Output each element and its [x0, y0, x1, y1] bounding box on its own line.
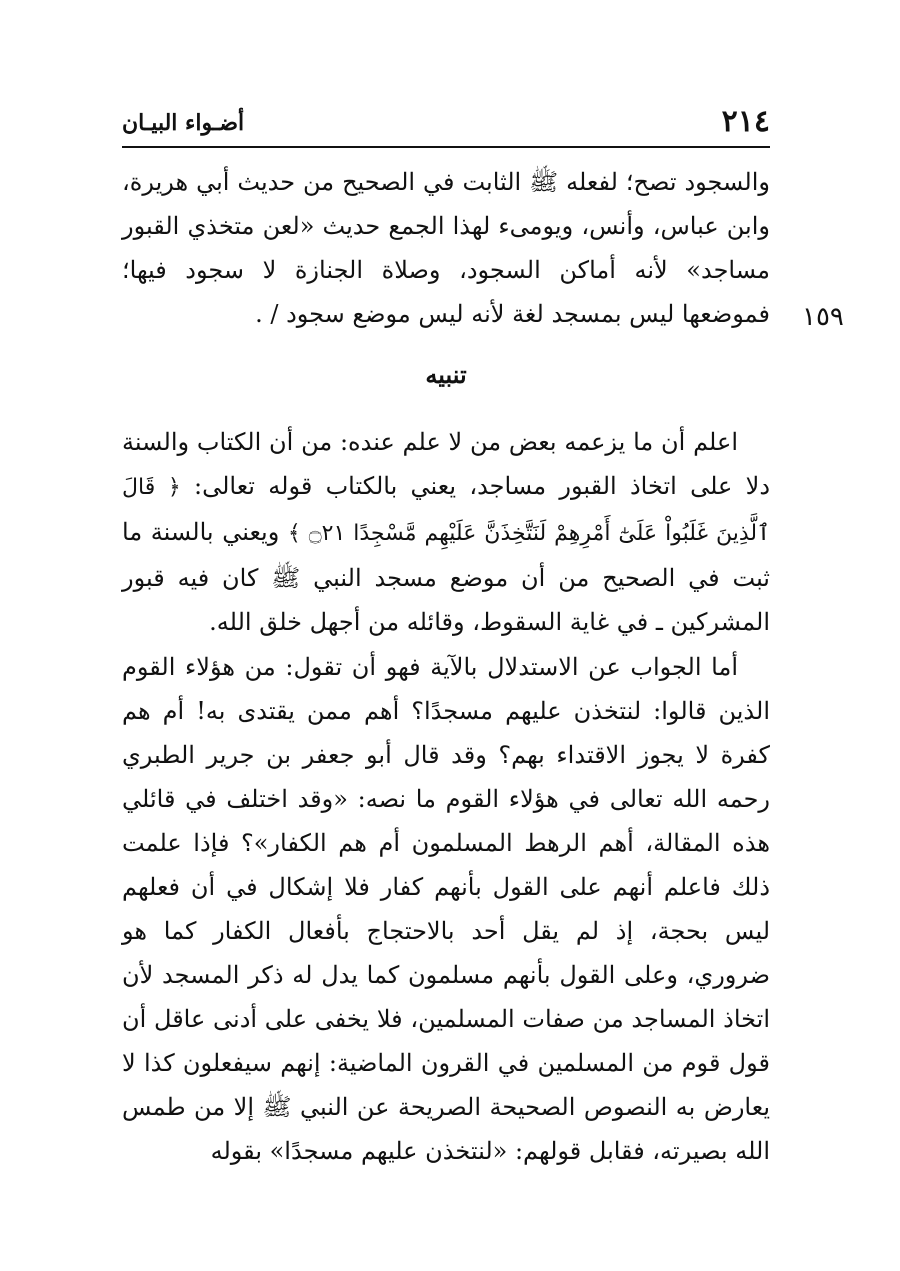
- running-title: أضـواء البيـان: [122, 110, 245, 136]
- page-number: ٢١٤: [721, 104, 770, 139]
- section-heading: تنبيه: [425, 360, 467, 389]
- quran-verse: ﴿ قَالَ ٱلَّذِينَ غَلَبُواْ عَلَىٰٓ أَمْرِهِمْ لَنَتَّخِذَنَّ عَلَيْهِم مَّسْجِدًا ۝٢١ ﴾: [122, 475, 770, 546]
- paragraph-1: [122, 420, 770, 644]
- page-header: [122, 100, 770, 148]
- paragraph-1-lead: اعلم أن ما يزعمه بعض من لا علم عنده: من أن الكتاب والسنة دلا على اتخاذ القبور مساجد، يعني بالكتاب قوله تعالى:: [122, 428, 770, 500]
- paragraph-1-rest: ويعني بالسنة ما ثبت في الصحيح من أن موضع مسجد النبي ﷺ كان فيه قبور المشركين ـ في غاية السقوط، وقائله من أجهل خلق الله.: [122, 518, 770, 636]
- margin-page-marker: ١٥٩: [802, 302, 844, 332]
- paragraph-2: أما الجواب عن الاستدلال بالآية فهو أن تقول: من هؤلاء القوم الذين قالوا: لنتخذن عليهم مسجدًا؟ أهم ممن يقتدى به! أم هم كفرة لا يجوز الاقتداء بهم؟ وقد قال أبو جعفر بن جرير الطبري رحمه الله تعالى في هؤلاء القوم ما نصه: «وقد اختلف في قائلي هذه المقالة، أهم الرهط المسلمون أم هم الكفار»؟ فإذا علمت ذلك فاعلم أنهم على القول بأنهم كفار فلا إشكال في أن فعلهم ليس بحجة، إذ لم يقل أحد بالاحتجاج بأفعال الكفار كما هو ضروري، وعلى القول بأنهم مسلمون كما يدل له ذكر المسجد لأن اتخاذ المساجد من صفات المسلمين، فلا يخفى على أدنى عاقل أن قول قوم من المسلمين في القرون الماضية: إنهم سيفعلون كذا لا يعارض به النصوص الصحيحة الصريحة عن النبي ﷺ إلا من طمس الله بصيرته، فقابل قولهم: «لنتخذن عليهم مسجدًا» بقوله: [122, 653, 771, 1165]
- intro-paragraph: والسجود تصح؛ لفعله ﷺ الثابت في الصحيح من حديث أبي هريرة، وابن عباس، وأنس، ويومىء لهذا الجمع حديث «لعن متخذي القبور مساجد» لأنه أماكن السجود، وصلاة الجنازة لا سجود فيها؛ فموضعها ليس بمسجد لغة لأنه ليس موضع سجود / .: [122, 168, 770, 328]
- header-rule: [122, 146, 770, 148]
